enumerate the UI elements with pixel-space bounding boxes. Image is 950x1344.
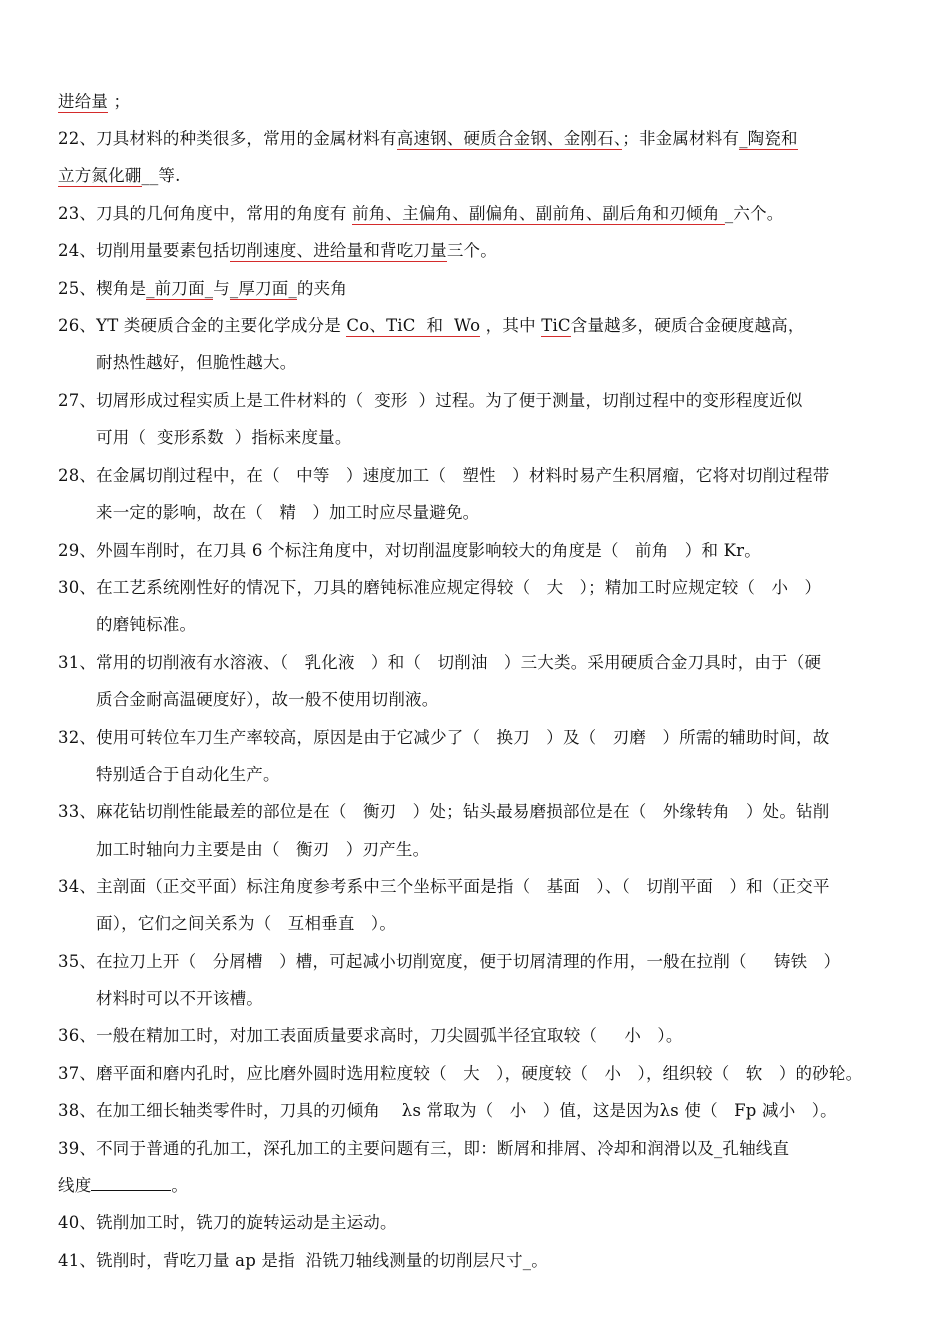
q28-line2: 来一定的影响，故在（ 精 ）加工时应尽量避免。	[96, 503, 480, 522]
q40-line: 40、铣削加工时，铣刀的旋转运动是主运动。	[58, 1213, 397, 1232]
q21-line: 进给量 ；	[58, 92, 131, 111]
q24-line: 24、切削用量要素包括切削速度、进给量和背吃刀量三个。	[58, 241, 497, 260]
q34-line1: 34、主剖面（正交平面）标注角度参考系中三个坐标平面是指（ 基面 ）、（ 切削平面 ）和（正交平	[58, 877, 830, 896]
q26-line2: 耐热性越好，但脆性越大。	[96, 353, 297, 372]
q29-line: 29、外圆车削时，在刀具 6 个标注角度中，对切削温度影响较大的角度是（ 前角 ）和 Kr。	[58, 541, 761, 560]
answer-underline: 前角、主偏角、副偏角、副前角、副后角和刃倾角	[352, 204, 725, 223]
q23-line: 23、刀具的几何角度中，常用的角度有 前角、主偏角、副偏角、副前角、副后角和刃倾角 _六个。	[58, 204, 784, 223]
q37-line: 37、磨平面和磨内孔时，应比磨外圆时选用粒度较（ 大 ），硬度较（ 小 ），组织较（ 软 ）的砂轮。	[58, 1064, 863, 1083]
q25-line: 25、楔角是_前刀面_与_厚刀面_的夹角	[58, 279, 348, 298]
q35-line2: 材料时可以不开该槽。	[96, 989, 263, 1008]
q33-line1: 33、麻花钻切削性能最差的部位是在（ 衡刃 ）处；钻头最易磨损部位是在（ 外缘转角 ）处。钻削	[58, 802, 830, 821]
answer-underline: _前刀面_	[146, 279, 214, 298]
q32-line1: 32、使用可转位车刀生产率较高，原因是由于它减少了（ 换刀 ）及（ 刃磨 ）所需的辅助时间，故	[58, 728, 830, 747]
answer-underline: TiC	[541, 316, 571, 335]
q36-line: 36、一般在精加工时，对加工表面质量要求高时，刀尖圆弧半径宜取较（ 小 ）。	[58, 1026, 683, 1045]
q39-line1: 39、不同于普通的孔加工，深孔加工的主要问题有三，即：断屑和排屑、冷却和润滑以及_孔轴线直	[58, 1139, 790, 1158]
answer-underline: 立方氮化硼	[58, 166, 142, 185]
q30-line1: 30、在工艺系统刚性好的情况下，刀具的磨钝标准应规定得较（ 大 ）；精加工时应规定较（ 小 ）	[58, 578, 822, 597]
answer-underline: Co、TiC 和 Wo	[346, 316, 481, 335]
q32-line2: 特别适合于自动化生产。	[96, 765, 280, 784]
q41-line: 41、铣削时，背吃刀量 ap 是指 沿铣刀轴线测量的切削层尺寸_。	[58, 1251, 548, 1270]
answer-underline: _陶瓷和	[739, 129, 798, 148]
q38-line: 38、在加工细长轴类零件时，刀具的刃倾角 λs 常取为（ 小 ）值，这是因为λs 使（ Fp 减小 ）。	[58, 1101, 837, 1120]
q22-line2: 立方氮化硼__等.	[58, 166, 181, 185]
q22-line1: 22、刀具材料的种类很多，常用的金属材料有高速钢、硬质合金钢、金刚石、；非金属材料有_陶瓷和	[58, 129, 798, 148]
blank-line	[91, 1189, 171, 1191]
answer-underline: 高速钢、硬质合金钢、金刚石、	[396, 129, 623, 148]
q35-line1: 35、在拉刀上开（ 分屑槽 ）槽，可起减小切削宽度，便于切屑清理的作用，一般在拉削（ 铸铁 ）	[58, 952, 841, 971]
q33-line2: 加工时轴向力主要是由（ 衡刃 ）刃产生。	[96, 840, 430, 859]
q26-line1: 26、YT 类硬质合金的主要化学成分是 Co、TiC 和 Wo ，其中 TiC含量越多，硬质合金硬度越高，	[58, 316, 805, 335]
q28-line1: 28、在金属切削过程中，在（ 中等 ）速度加工（ 塑性 ）材料时易产生积屑瘤，它将对切削过程带	[58, 466, 830, 485]
answer-underline: 切削速度、进给量和背吃刀量	[229, 241, 447, 260]
q39-line2: 线度 。	[58, 1176, 189, 1195]
answer-underline: _厚刀面_	[229, 279, 297, 298]
q27-line1: 27、切屑形成过程实质上是工件材料的（ 变形 ）过程。为了便于测量，切削过程中的变形程度近似	[58, 391, 803, 410]
q30-line2: 的磨钝标准。	[96, 615, 197, 634]
q31-line1: 31、常用的切削液有水溶液、（ 乳化液 ）和（ 切削油 ）三大类。采用硬质合金刀具时，由于（硬	[58, 653, 822, 672]
q27-line2: 可用（ 变形系数 ）指标来度量。	[96, 428, 352, 447]
q34-line2: 面），它们之间关系为（ 互相垂直 ）。	[96, 914, 397, 933]
q31-line2: 质合金耐高温硬度好），故一般不使用切削液。	[96, 690, 439, 709]
answer-underline: 进给量	[58, 92, 109, 111]
